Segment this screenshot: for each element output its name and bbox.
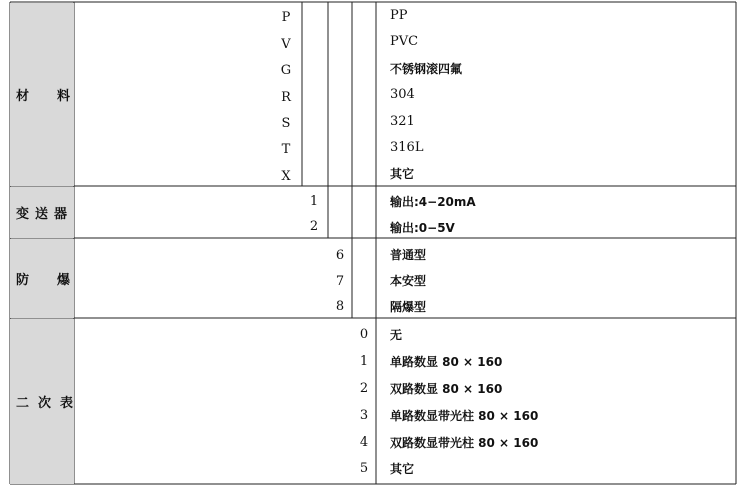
material-description: 316L (390, 140, 424, 155)
material-code: G (280, 63, 292, 78)
section-label-transmitter (10, 187, 74, 238)
secondary-meter-description: 其它 (390, 462, 415, 476)
material-description: 不锈钢滚四氟 (390, 62, 463, 76)
section-label-material (10, 3, 74, 186)
label-char: 爆 (57, 273, 71, 288)
material-code: T (281, 142, 291, 157)
material-code: V (281, 37, 291, 52)
secondary-meter-code: 3 (359, 408, 369, 423)
explosion-proof-description: 本安型 (390, 274, 427, 288)
material-description: PP (390, 8, 408, 23)
label-char: 变 (16, 207, 30, 222)
transmitter-description: 输出:4−20mA (390, 195, 476, 209)
material-description: PVC (390, 34, 419, 49)
label-char: 表 (60, 396, 74, 411)
secondary-meter-description: 双路数显带光柱 80 × 160 (390, 436, 539, 450)
transmitter-code: 1 (309, 194, 319, 209)
transmitter-description: 输出:0−5V (390, 221, 455, 235)
material-description: 其它 (390, 167, 415, 181)
explosion-proof-code: 8 (335, 299, 345, 314)
secondary-meter-code: 5 (359, 461, 369, 476)
explosion-proof-description: 普通型 (390, 248, 427, 262)
secondary-meter-description: 单路数显带光柱 80 × 160 (390, 409, 539, 423)
secondary-meter-code: 2 (359, 381, 369, 396)
secondary-meter-code: 0 (359, 327, 369, 342)
secondary-meter-description: 无 (390, 328, 403, 342)
explosion-proof-code: 6 (335, 248, 345, 263)
explosion-proof-code: 7 (335, 274, 345, 289)
label-char: 二 (16, 396, 30, 411)
label-char: 送 (35, 207, 49, 222)
transmitter-code: 2 (309, 219, 319, 234)
material-code: P (281, 10, 291, 25)
label-char: 器 (54, 207, 68, 222)
secondary-meter-code: 1 (359, 354, 369, 369)
explosion-proof-description: 隔爆型 (390, 300, 427, 314)
secondary-meter-description: 单路数显 80 × 160 (390, 355, 503, 369)
label-char: 料 (57, 89, 71, 104)
label-char: 材 (16, 89, 30, 104)
secondary-meter-description: 双路数显 80 × 160 (390, 382, 503, 396)
material-description: 321 (390, 114, 415, 129)
label-char: 次 (38, 396, 52, 411)
secondary-meter-code: 4 (359, 435, 369, 450)
material-code: S (281, 116, 291, 131)
label-char: 防 (16, 273, 30, 288)
section-label-secondary-meter (10, 319, 74, 484)
section-label-explosion-proof (10, 239, 74, 318)
material-code: R (281, 90, 291, 105)
material-code: X (281, 169, 291, 184)
material-description: 304 (390, 87, 415, 102)
